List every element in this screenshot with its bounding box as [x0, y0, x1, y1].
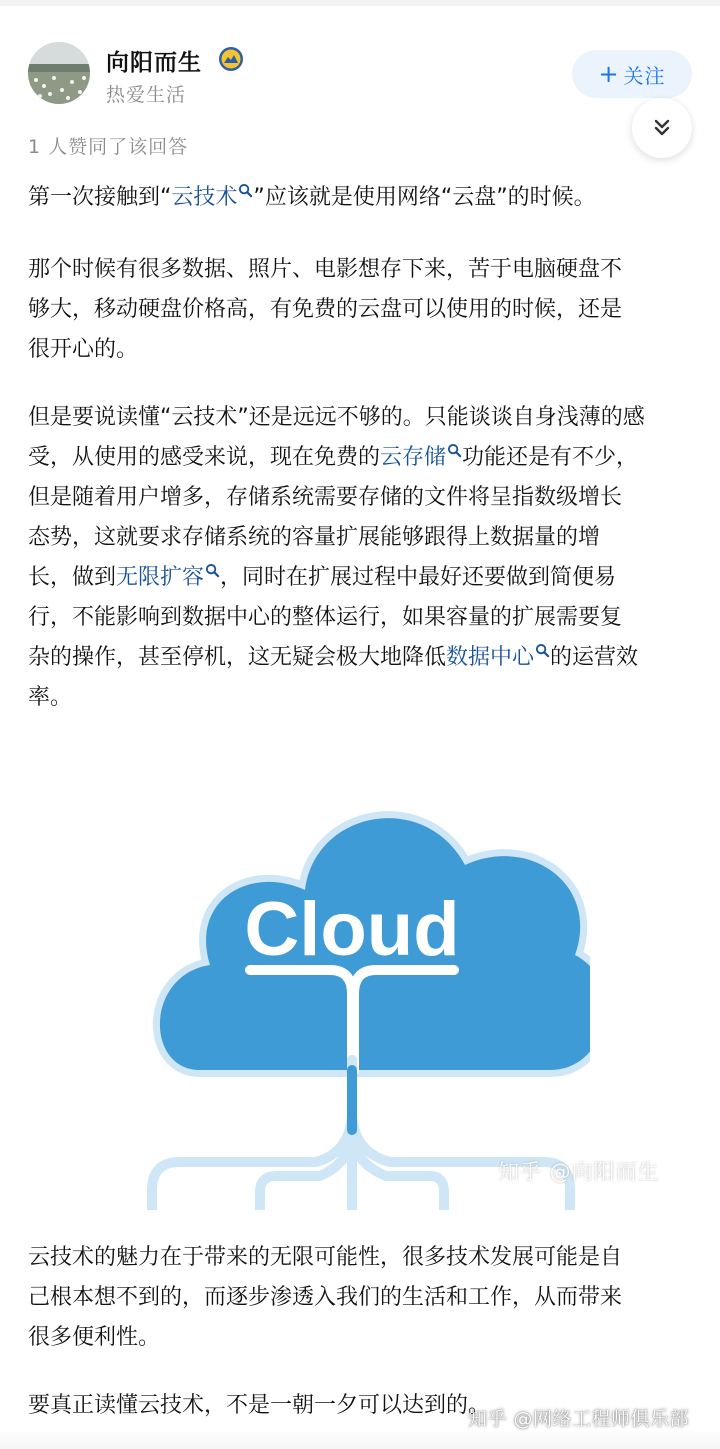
top-divider [0, 0, 720, 6]
collapse-button[interactable] [632, 98, 692, 158]
keyword-text: 无限扩容 [116, 565, 205, 590]
text-line: 率。 [28, 685, 73, 710]
text-segment: 杂的操作，甚至停机，这无疑会极大地降低 [28, 645, 447, 670]
text-segment: ，同时在扩展过程中最好还要做到简便易 [220, 565, 617, 590]
search-icon [535, 643, 550, 658]
text-line: 但是随着用户增多，存储系统需要存储的文件将呈指数级增长 [28, 485, 623, 510]
page-watermark: 知乎 @网络工程师俱乐部 [468, 1408, 690, 1430]
verified-badge-icon [218, 46, 244, 72]
author-name[interactable]: 向阳而生 [106, 50, 202, 76]
follow-button[interactable] [572, 50, 692, 98]
text-line: 要真正读懂云技术，不是一朝一夕可以达到的。 [28, 1393, 491, 1418]
author-bio: 热爱生活 [106, 84, 187, 106]
keyword-text: 数据中心 [446, 645, 535, 670]
answer-paragraph [28, 178, 692, 218]
keyword-link[interactable] [116, 565, 220, 590]
search-icon [447, 443, 462, 458]
text-line: 行，不能影响到数据中心的整体运行，如果容量的扩展需要复 [28, 605, 623, 630]
keyword-link[interactable] [380, 445, 462, 470]
text-line: 云技术的魅力在于带来的无限可能性，很多技术发展可能是自 [28, 1245, 623, 1270]
answer-paragraph [28, 250, 692, 370]
follow-label: 关注 [623, 63, 666, 88]
chevron-double-down-icon [651, 117, 673, 139]
image-watermark: 知乎 @向阳而生 [498, 1160, 660, 1184]
answer-paragraph [28, 1238, 692, 1358]
text-segment: ”应该就是使用网络“云盘”的时候。 [253, 185, 596, 210]
text-line: 己根本想不到的，而逐步渗透入我们的生活和工作，从而带来 [28, 1285, 623, 1310]
keyword-text: 云技术 [171, 185, 238, 210]
keyword-text: 云存储 [380, 445, 447, 470]
text-line [28, 178, 692, 218]
avatar[interactable] [28, 42, 90, 104]
search-icon [238, 183, 253, 198]
search-icon [205, 563, 220, 578]
vote-count: 1 人赞同了该回答 [28, 136, 189, 158]
text-line [28, 438, 692, 478]
keyword-link[interactable] [171, 185, 253, 210]
text-segment: 的运营效 [550, 645, 639, 670]
cloud-illustration[interactable] [140, 780, 590, 1210]
text-line [28, 558, 692, 598]
text-line: 但是要说读懂“云技术”还是远远不够的。只能谈谈自身浅薄的感 [28, 405, 645, 430]
text-segment: 受，从使用的感受来说，现在免费的 [28, 445, 381, 470]
cloud-title: Cloud [244, 887, 460, 972]
text-segment: 功能还是有不少， [462, 445, 639, 470]
bottom-fade [0, 1430, 720, 1449]
text-line: 够大，移动硬盘价格高，有免费的云盘可以使用的时候，还是 [28, 297, 623, 322]
text-line: 很多便利性。 [28, 1325, 161, 1350]
text-segment: 第一次接触到“ [28, 185, 172, 210]
answer-paragraph [28, 398, 692, 718]
keyword-link[interactable] [446, 645, 550, 670]
text-segment: 长，做到 [28, 565, 117, 590]
plus-icon: + [598, 60, 620, 88]
text-line: 态势，这就要求存储系统的容量扩展能够跟得上数据量的增 [28, 525, 601, 550]
text-line: 那个时候有很多数据、照片、电影想存下来，苦于电脑硬盘不 [28, 257, 623, 282]
text-line: 很开心的。 [28, 337, 139, 362]
text-line [28, 638, 692, 678]
